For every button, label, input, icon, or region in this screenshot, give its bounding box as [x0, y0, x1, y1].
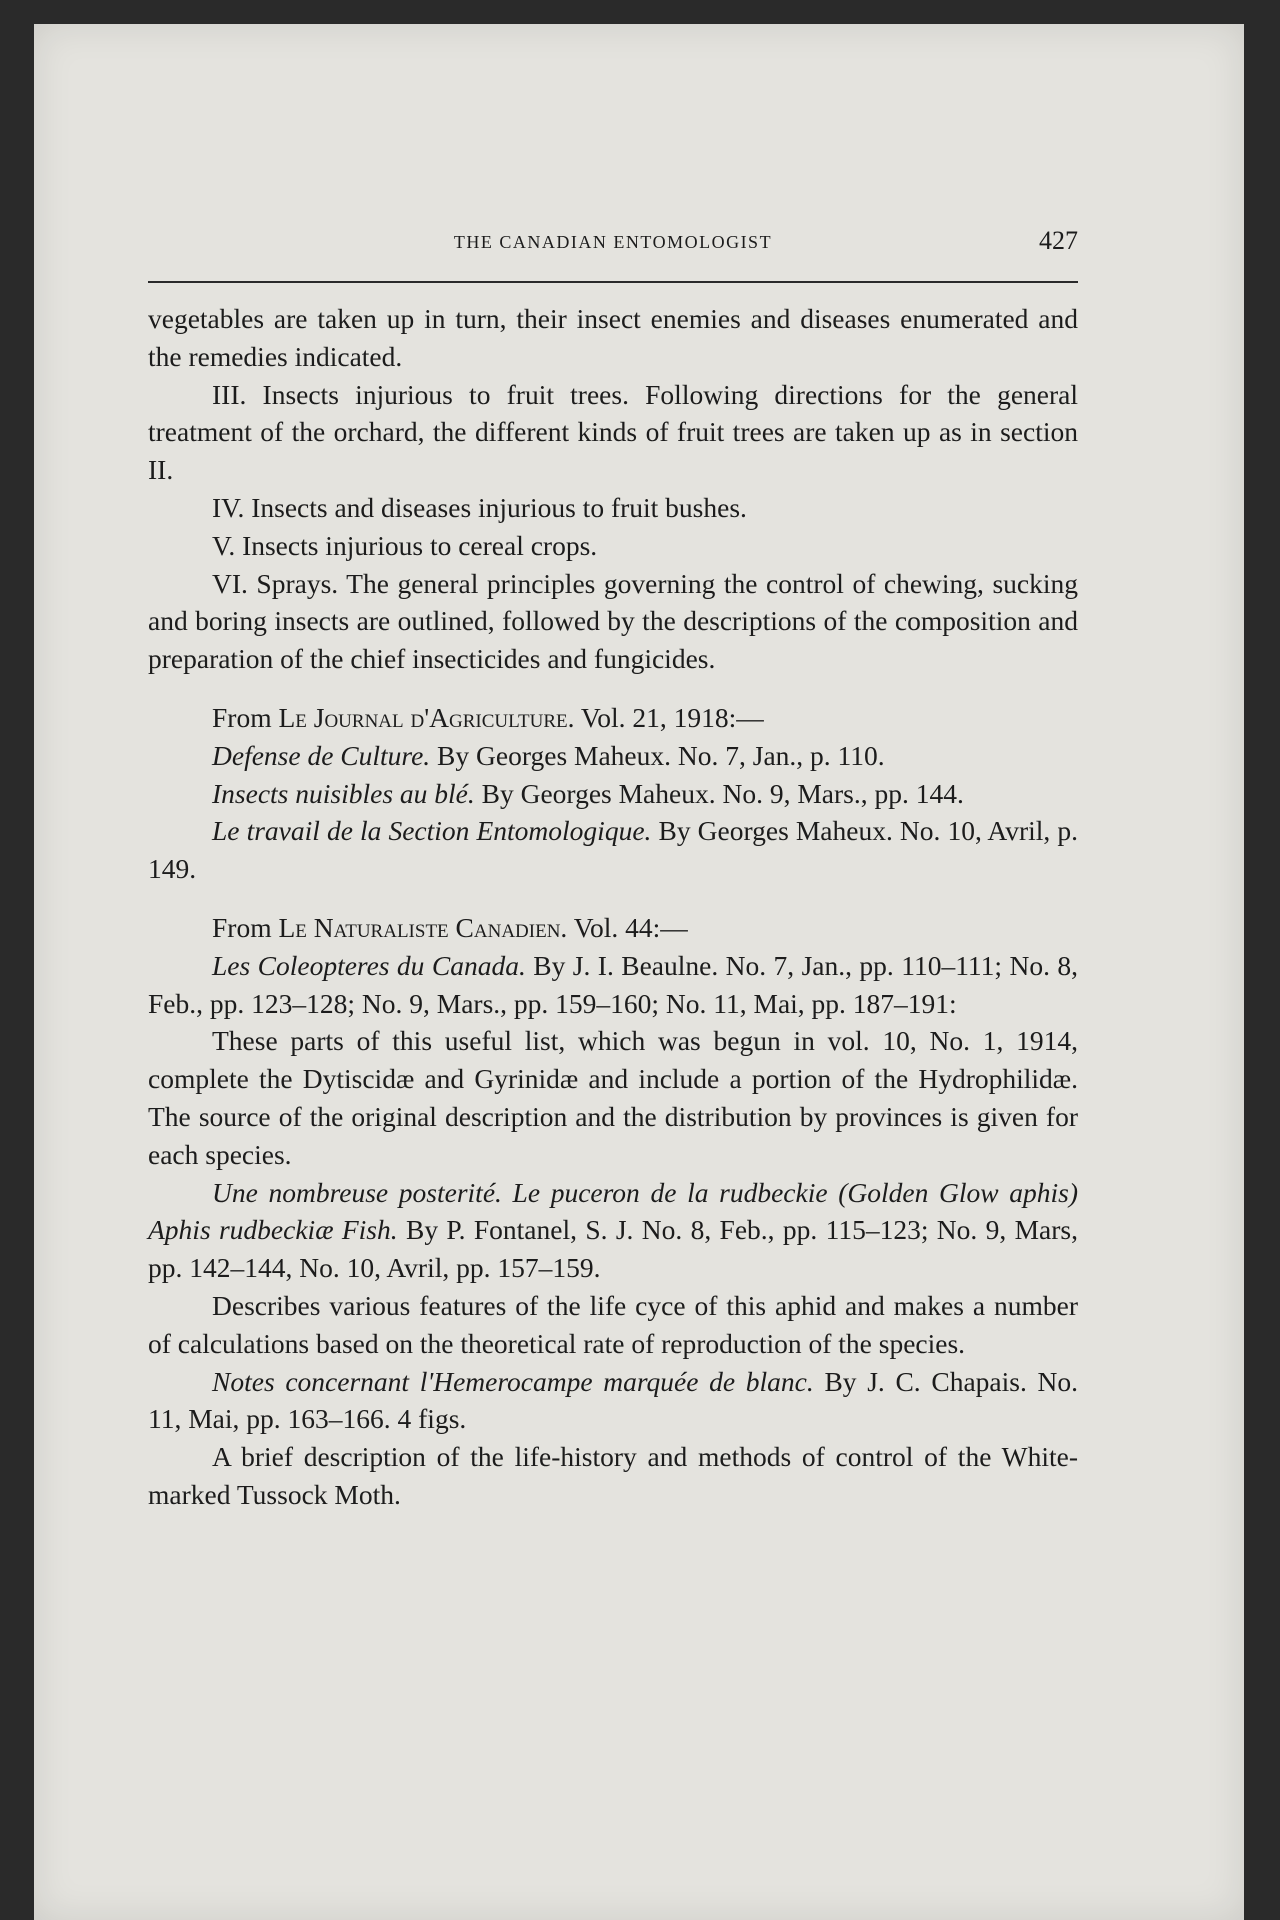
citation-entry [148, 812, 1078, 888]
journal-volume: Vol. 44:— [573, 911, 688, 943]
citation-details: By Georges Maheux. No. 10, Avril, p. 149. [148, 815, 1078, 885]
journal-heading [148, 909, 1078, 947]
journal-name: Le Journal d'Agriculture. [278, 701, 575, 733]
citation-entry [148, 737, 1078, 775]
page-number: 427 [1039, 226, 1078, 255]
citation-description: A brief description of the life-history and methods of control of the White-marked Tussock Moth. [148, 1441, 1078, 1510]
citation-description: These parts of this useful list, which was begun in vol. 10, No. 1, 1914, complete the Dytiscidæ and Gyrinidæ and include a portion of the Hydrophilidæ. The source of the original description and the distribution by provinces is given for each species. [148, 1025, 1078, 1170]
header-rule [148, 281, 1078, 283]
citation-title: Une nombreuse posterité. Le puceron de la rudbeckie [212, 1176, 828, 1208]
citation-details: By J. I. Beaulne. No. 7, Jan., pp. 110–111; No. 8, Feb., pp. 123–128; No. 9, Mars., pp. 159–160; No. 11, Mai, pp. 187–191: [148, 949, 1079, 1019]
paragraph: VI. Sprays. The general principles governing the control of chewing, sucking and boring insects are outlined, followed by the descriptions of the composition and preparation of the chief insecticides and fungicides. [148, 567, 1078, 675]
citation-entry [148, 775, 1078, 813]
citation-entry [148, 1174, 1078, 1287]
citation-title: Defense de Culture. [212, 739, 431, 771]
citation-title: Notes concernant l'Hemerocampe marquée de blanc. [212, 1365, 814, 1397]
journal-volume: Vol. 21, 1918:— [580, 701, 764, 733]
citation-description: Describes various features of the life cyce of this aphid and makes a number of calculations based on the theoretical rate of reproduction of the species. [148, 1289, 1078, 1359]
from-label: From [212, 701, 272, 733]
paragraph: III. Insects injurious to fruit trees. Following directions for the general treatment of the orchard, the different kinds of fruit trees are taken up as in section II. [148, 378, 1078, 486]
citation-title-parenthetical: (Golden Glow aphis) [838, 1176, 1079, 1208]
citation-details: By Georges Maheux. No. 9, Mars., pp. 144. [481, 777, 964, 809]
citation-title: Les Coleopteres du Canada. [212, 949, 526, 981]
citation-details: By P. Fontanel, S. J. No. 8, Feb., pp. 115–123; No. 9, Mars, pp. 142–144, No. 10, Avril, pp. 157–159. [148, 1214, 1078, 1284]
paragraph: V. Insects injurious to cereal crops. [212, 529, 598, 561]
citation-entry [148, 947, 1078, 1023]
citation-title: Insects nuisibles au blé. [212, 777, 475, 809]
paragraph: vegetables are taken up in turn, their insect enemies and diseases enumerated and the remedies indicated. [148, 303, 1078, 372]
from-label: From [212, 911, 272, 943]
citation-details: By J. C. Chapais. No. 11, Mai, pp. 163–166. 4 figs. [148, 1365, 1079, 1435]
citation-title-species: Aphis rudbeckiæ Fish. [148, 1214, 398, 1246]
paragraph: IV. Insects and diseases injurious to fruit bushes. [212, 491, 747, 523]
citation-entry [148, 1363, 1078, 1439]
running-header [148, 226, 1078, 266]
running-title: THE CANADIAN ENTOMOLOGIST [453, 232, 773, 252]
journal-name: Le Naturaliste Canadien. [278, 911, 568, 943]
journal-heading [148, 699, 1078, 737]
citation-details: By Georges Maheux. No. 7, Jan., p. 110. [437, 739, 885, 771]
citation-title: Le travail de la Section Entomologique. [212, 815, 652, 847]
article-body [148, 300, 1078, 1514]
